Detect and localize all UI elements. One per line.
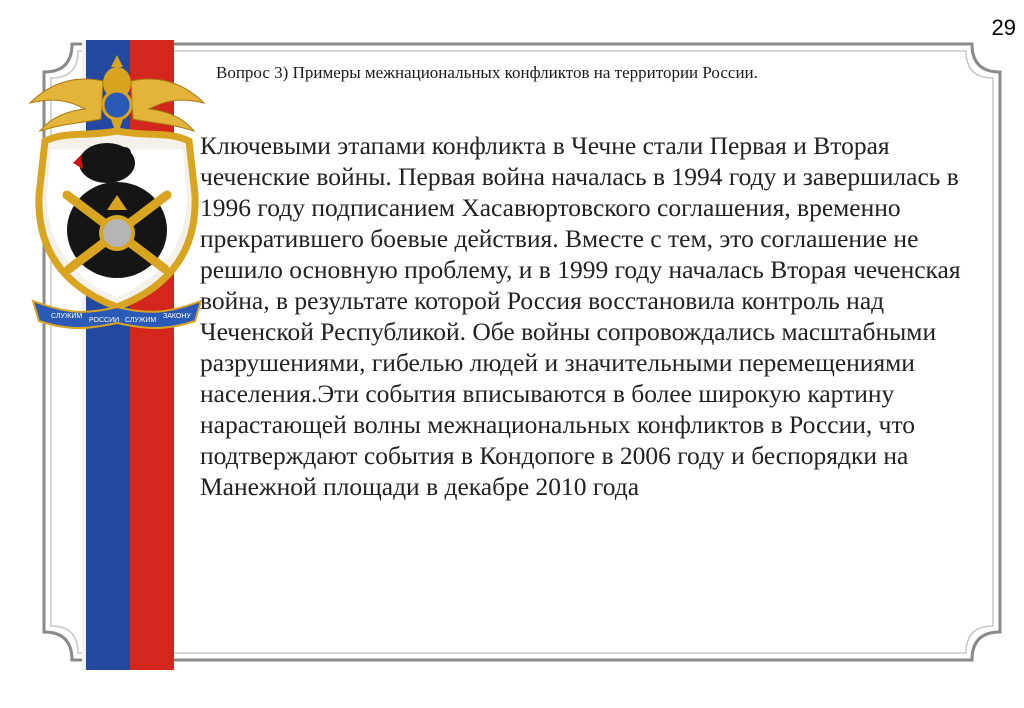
question-heading: Вопрос 3) Примеры межнациональных конфликтов на территории России.	[216, 63, 758, 82]
body-paragraph: Ключевыми этапами конфликта в Чечне стали Первая и Вторая чеченские войны. Первая война началась в 1994 году и завершилась в 1996 году подписанием Хасавюртовского соглашения, временно прекратившего боевые действия. Вместе с тем, это соглашение не решило основную проблему, и в 1999 году началась Вторая чеченская война, в результате которой Россия восстановила контроль над Чеченской Республикой. Обе войны сопровождались масштабными разрушениями, гибелью людей и значительными перемещениями населения.Эти события вписываются в более широкую картину нарастающей волны межнациональных конфликтов в России, что подтверждают события в Кондопоге в 2006 году и беспорядки на Манежной площади в декабре 2010 года	[200, 131, 961, 501]
page-number: 29	[991, 15, 1016, 40]
ribbon-text-1: СЛУЖИМ	[51, 313, 83, 320]
eagle-icon	[30, 55, 204, 137]
ribbon-text-3: СЛУЖИМ	[125, 317, 157, 324]
emblem	[25, 45, 210, 335]
ribbon-text-2: РОССИИ	[89, 317, 120, 324]
ribbon-text-4: ЗАКОНУ	[163, 313, 191, 320]
